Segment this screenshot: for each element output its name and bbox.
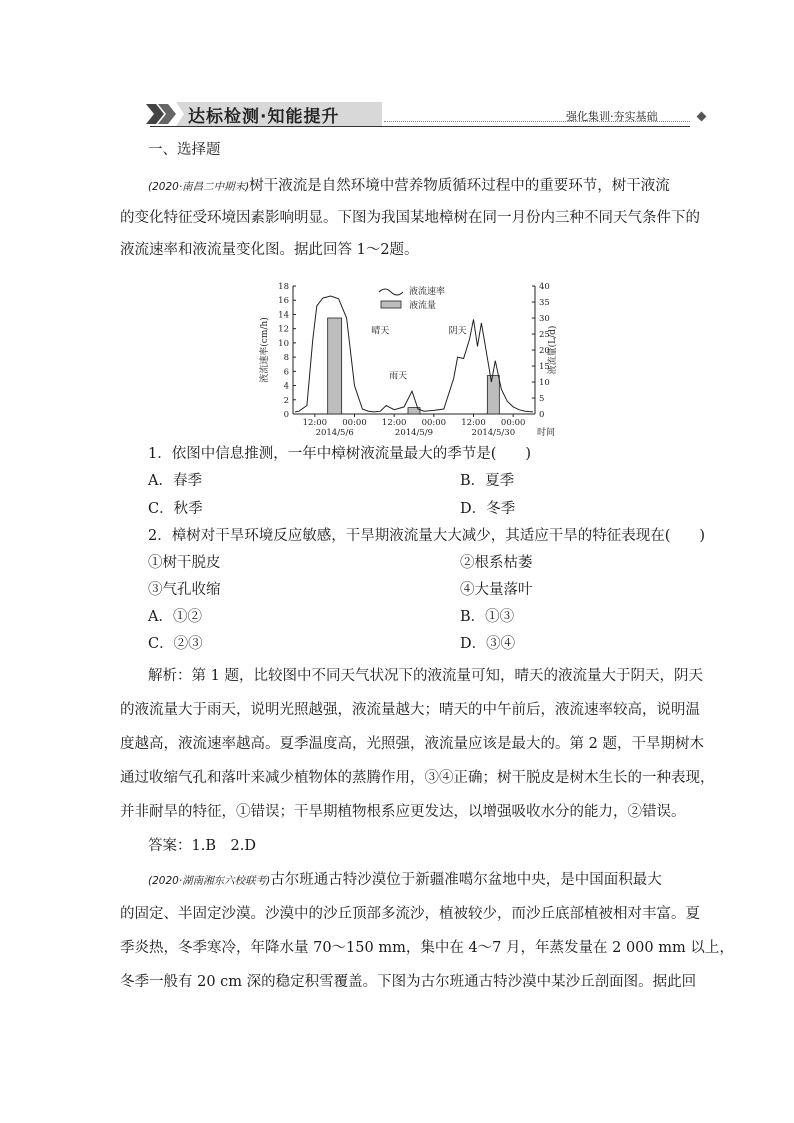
passage2-line: 季炎热，冬季寒冷，年降水量 70～150 mm，集中在 4～7 月，年蒸发量在 2 000 mm 以上， bbox=[120, 940, 734, 956]
y-right-tick-label: 30 bbox=[539, 314, 550, 324]
analysis-line: 解析：第 1 题，比较图中不同天气状况下的液流量可知，晴天的液流量大于阴天，阴天 bbox=[148, 668, 703, 684]
analysis-line: 通过收缩气孔和落叶来减少植物体的蒸腾作用，③④正确；树干脱皮是树木生长的一种表现， bbox=[120, 770, 715, 786]
passage2-line: 冬季一般有 20 cm 深的稳定积雪覆盖。下图为古尔班通古特沙漠中某沙丘剖面图。据此回 bbox=[120, 974, 697, 990]
y-left-tick-label: 0 bbox=[283, 410, 289, 420]
q2-item: ④大量落叶 bbox=[460, 582, 533, 598]
x-date-label: 2014/5/9 bbox=[394, 428, 434, 438]
x-tick-label: 12:00 bbox=[461, 418, 486, 428]
y-left-tick-label: 10 bbox=[278, 338, 289, 349]
y-right-tick-label: 5 bbox=[539, 394, 545, 404]
y-left-tick-label: 2 bbox=[283, 395, 289, 406]
passage2-text: 古尔班通古特沙漠位于新疆准噶尔盆地中央，是中国面积最大 bbox=[270, 872, 662, 888]
y-right-tick-label: 0 bbox=[539, 410, 545, 420]
y-right-tick-label: 40 bbox=[539, 282, 550, 292]
section-title: 一、选择题 bbox=[148, 142, 221, 158]
analysis-line: 度越高，液流速率越高。夏季温度高，光照强，液流量应该是最大的。第 2 题，干旱期树木 bbox=[120, 736, 704, 752]
weather-label: 晴天 bbox=[371, 326, 390, 337]
y-left-tick-label: 16 bbox=[278, 296, 289, 307]
x-tick-label: 12:00 bbox=[302, 418, 328, 428]
y-right-tick-label: 35 bbox=[539, 298, 550, 308]
x-tick-label: 00:00 bbox=[421, 418, 447, 428]
weather-label: 雨天 bbox=[389, 371, 408, 382]
passage2-source: (2020·湖南湘东六校联考) bbox=[148, 875, 271, 887]
passage2-line: 的固定、半固定沙漠。沙漠中的沙丘顶部多流沙，植被较少，而沙丘底部植被相对丰富。夏 bbox=[120, 906, 700, 922]
x-axis-label: 时间 bbox=[537, 428, 556, 438]
q1-option-c: C．秋季 bbox=[148, 501, 203, 517]
q2-item: ①树干脱皮 bbox=[148, 555, 221, 571]
x-tick-label: 12:00 bbox=[381, 418, 407, 428]
y-left-tick-label: 4 bbox=[283, 381, 289, 392]
passage1-source: (2020·南昌二中期末) bbox=[148, 181, 250, 193]
weather-label: 阴天 bbox=[448, 326, 467, 337]
q2-item: ②根系枯萎 bbox=[460, 555, 533, 571]
y-left-tick-label: 6 bbox=[283, 367, 289, 378]
header-rule bbox=[150, 126, 690, 127]
q1-option-b: B．夏季 bbox=[460, 473, 515, 489]
flow-bar bbox=[328, 318, 342, 414]
flow-bar bbox=[487, 376, 499, 414]
q1-option-a: A．春季 bbox=[148, 473, 202, 489]
y-left-tick-label: 8 bbox=[283, 353, 289, 364]
sap-flow-chart bbox=[255, 276, 565, 441]
legend-line-label: 液流速率 bbox=[409, 287, 446, 297]
header-right-text: 强化集训·夯实基础 bbox=[566, 110, 658, 123]
analysis-line: 并非耐旱的特征，①错误；干旱期植物根系应更发达，以增强吸收水分的能力，②错误。 bbox=[120, 804, 686, 820]
passage2-line bbox=[148, 870, 662, 891]
y-axis-right-label: 液流量(L/d) bbox=[548, 325, 558, 375]
passage1-line bbox=[148, 176, 670, 197]
x-tick-label: 00:00 bbox=[342, 418, 367, 428]
legend-line-swatch bbox=[379, 289, 403, 295]
q2-option-b: B．①③ bbox=[460, 609, 515, 625]
x-tick-label: 00:00 bbox=[500, 418, 526, 428]
q2-item: ③气孔收缩 bbox=[148, 582, 221, 598]
y-left-tick-label: 12 bbox=[278, 324, 289, 335]
y-right-tick-label: 25 bbox=[539, 330, 550, 340]
y-axis-left-label: 液流速率(cm/h) bbox=[260, 317, 270, 383]
q1-stem: 1．依图中信息推测，一年中樟树液流量最大的季节是( ) bbox=[148, 446, 532, 462]
x-date-label: 2014/5/6 bbox=[315, 428, 354, 438]
y-left-tick-label: 14 bbox=[278, 310, 289, 321]
passage1-text: 树干液流是自然环境中营养物质循环过程中的重要环节，树干液流 bbox=[249, 178, 670, 194]
legend-bar-label: 液流量 bbox=[409, 301, 437, 311]
x-date-label: 2014/5/30 bbox=[471, 428, 516, 438]
legend-bar-swatch bbox=[381, 301, 401, 308]
y-right-tick-label: 20 bbox=[539, 346, 550, 356]
answer-text: 答案：1.B 2.D bbox=[148, 838, 256, 854]
analysis-line: 的液流量大于雨天，说明光照越强，液流量越大；晴天的中午前后，液流速率较高，说明温 bbox=[120, 702, 700, 718]
y-right-tick-label: 10 bbox=[539, 378, 550, 388]
q2-option-a: A．①② bbox=[148, 609, 202, 625]
passage1-line: 的变化特征受环境因素影响明显。下图为我国某地樟树在同一月份内三种不同天气条件下的 bbox=[120, 210, 700, 226]
header-title: 达标检测·知能提升 bbox=[188, 107, 340, 127]
y-left-tick-label: 18 bbox=[278, 282, 289, 292]
q2-stem: 2．樟树对干旱环境反应敏感，干旱期液流量大大减少，其适应干旱的特征表现在( ) bbox=[148, 528, 706, 544]
q2-option-c: C．②③ bbox=[148, 636, 203, 652]
q1-option-d: D．冬季 bbox=[460, 501, 516, 517]
diamond-icon bbox=[697, 112, 707, 122]
q2-option-d: D．③④ bbox=[460, 636, 516, 652]
passage1-line: 液流速率和液流量变化图。据此回答 1～2题。 bbox=[120, 242, 419, 258]
y-right-tick-label: 15 bbox=[539, 362, 550, 372]
